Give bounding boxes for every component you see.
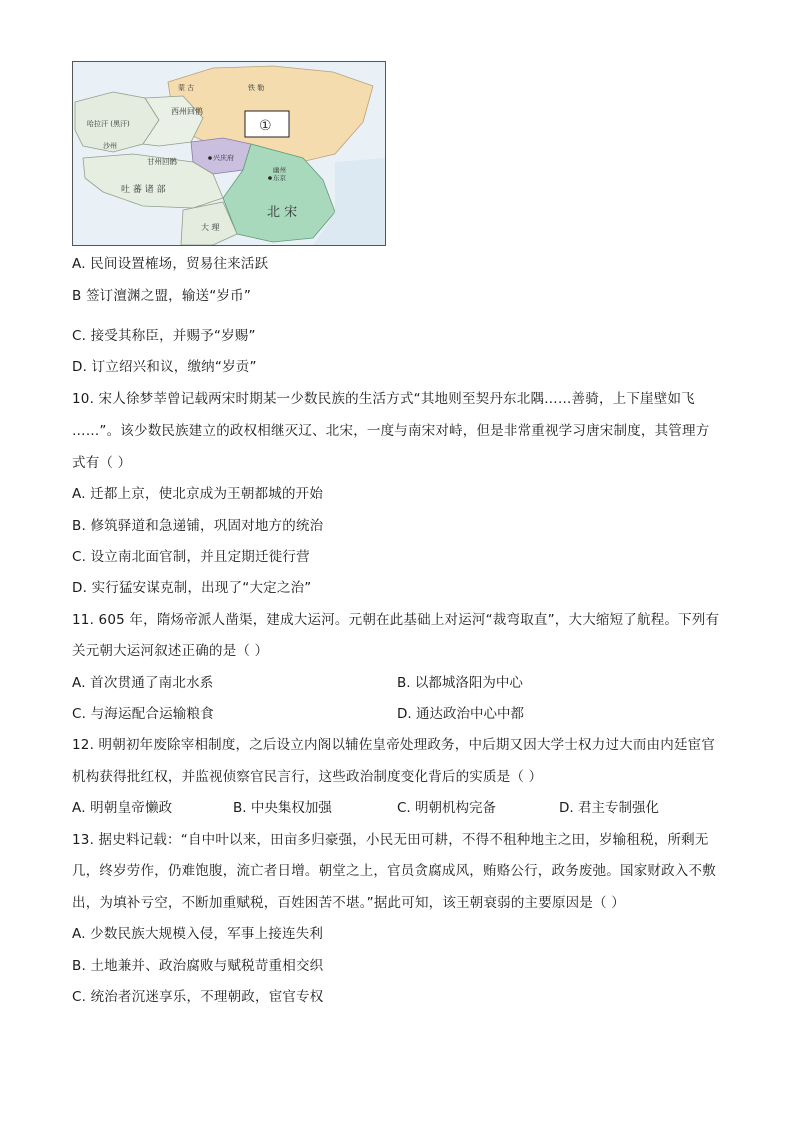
map-label-dali: 大 理	[201, 223, 220, 232]
q10-stem-line1: 10. 宋人徐梦莘曾记载两宋时期某一少数民族的生活方式“其地则至契丹东北隅……善骑，上下崖壁如飞	[72, 391, 695, 407]
q10-option-c: C. 设立南北面官制，并且定期迁徙行营	[72, 549, 310, 565]
q10-option-b: B. 修筑驿道和急递铺，巩固对地方的统治	[72, 518, 324, 534]
q13-stem-line1: 13. 据史料记载：“自中叶以来，田亩多归豪强，小民无田可耕，不得不租种地主之田，岁输租税，所剩无	[72, 832, 709, 848]
q11-option-c: C. 与海运配合运输粮食	[72, 706, 214, 722]
q11-stem-line1: 11. 605 年，隋炀帝派人凿渠，建成大运河。元朝在此基础上对运河“裁弯取直”，大大缩短了航程。下列有	[72, 612, 720, 628]
q12-stem-line1: 12. 明朝初年废除宰相制度，之后设立内阁以辅佐皇帝处理政务，中后期又因大学士权力过大而由内廷宦官	[72, 737, 716, 753]
map-svg	[73, 62, 385, 245]
q10-option-d: D. 实行猛安谋克制，出现了“大定之治”	[72, 580, 312, 596]
map-label-dongjing: 东京	[273, 174, 286, 182]
q13-stem-line3: 出，为填补亏空，不断加重赋税，百姓困苦不堪。”据此可知，该王朝衰弱的主要原因是（ ）	[72, 895, 625, 911]
q13-option-c: C. 统治者沉迷享乐，不理朝政，宦官专权	[72, 989, 324, 1005]
q12-option-a: A. 明朝皇帝懒政	[72, 800, 173, 816]
q10-option-a: A. 迁都上京，使北京成为王朝都城的开始	[72, 486, 324, 502]
map-label-song: 北 宋	[267, 205, 298, 220]
q11-stem-line2: 关元朝大运河叙述正确的是（ ）	[72, 643, 269, 659]
historical-map	[72, 61, 386, 246]
map-label-mengu: 蒙 古	[178, 84, 195, 92]
q9-option-a: A. 民间设置榷场，贸易往来活跃	[72, 256, 269, 272]
q13-option-b: B. 土地兼并、政治腐败与赋税苛重相交织	[72, 958, 324, 974]
map-label-youzhou: 幽州	[273, 166, 286, 174]
q10-stem-line2: ……”。该少数民族建立的政权相继灭辽、北宋，一度与南宋对峙，但是非常重视学习唐宋制度，其管理方	[72, 423, 710, 439]
map-label-gansu: 甘州回鹘	[147, 157, 177, 166]
map-label-northwest: 哈拉汗 (黑汗)	[87, 120, 130, 128]
map-label-tiele: 铁 勒	[248, 84, 265, 92]
map-marker-label: ①	[259, 118, 272, 134]
q11-option-d: D. 通达政治中心中都	[397, 706, 524, 722]
map-label-shazhou: 沙州	[103, 142, 117, 150]
q11-option-b: B. 以都城洛阳为中心	[397, 675, 523, 691]
q9-option-c: C. 接受其称臣，并赐予“岁赐”	[72, 328, 256, 344]
q9-option-d: D. 订立绍兴和议，缴纳“岁贡”	[72, 359, 257, 375]
q12-option-c: C. 明朝机构完备	[397, 800, 497, 816]
map-label-tufan: 吐 蕃 诸 部	[121, 185, 166, 195]
q12-option-b: B. 中央集权加强	[233, 800, 332, 816]
map-label-xingqing: 兴庆府	[213, 154, 234, 162]
q9-option-b: B 签订澶渊之盟，输送“岁币”	[72, 288, 252, 304]
q13-option-a: A. 少数民族大规模入侵，军事上接连失利	[72, 926, 324, 942]
q11-option-a: A. 首次贯通了南北水系	[72, 675, 214, 691]
q12-option-d: D. 君主专制强化	[559, 800, 659, 816]
q13-stem-line2: 几，终岁劳作，仍难饱腹，流亡者日增。朝堂之上，官员贪腐成风，贿赂公行，政务废弛。国家财政入不敷	[72, 863, 716, 879]
map-label-xizhou: 西州回鹘	[171, 107, 203, 116]
q10-stem-line3: 式有（ ）	[72, 455, 132, 471]
q12-stem-line2: 机构获得批红权，并监视侦察官民言行，这些政治制度变化背后的实质是（ ）	[72, 769, 543, 785]
